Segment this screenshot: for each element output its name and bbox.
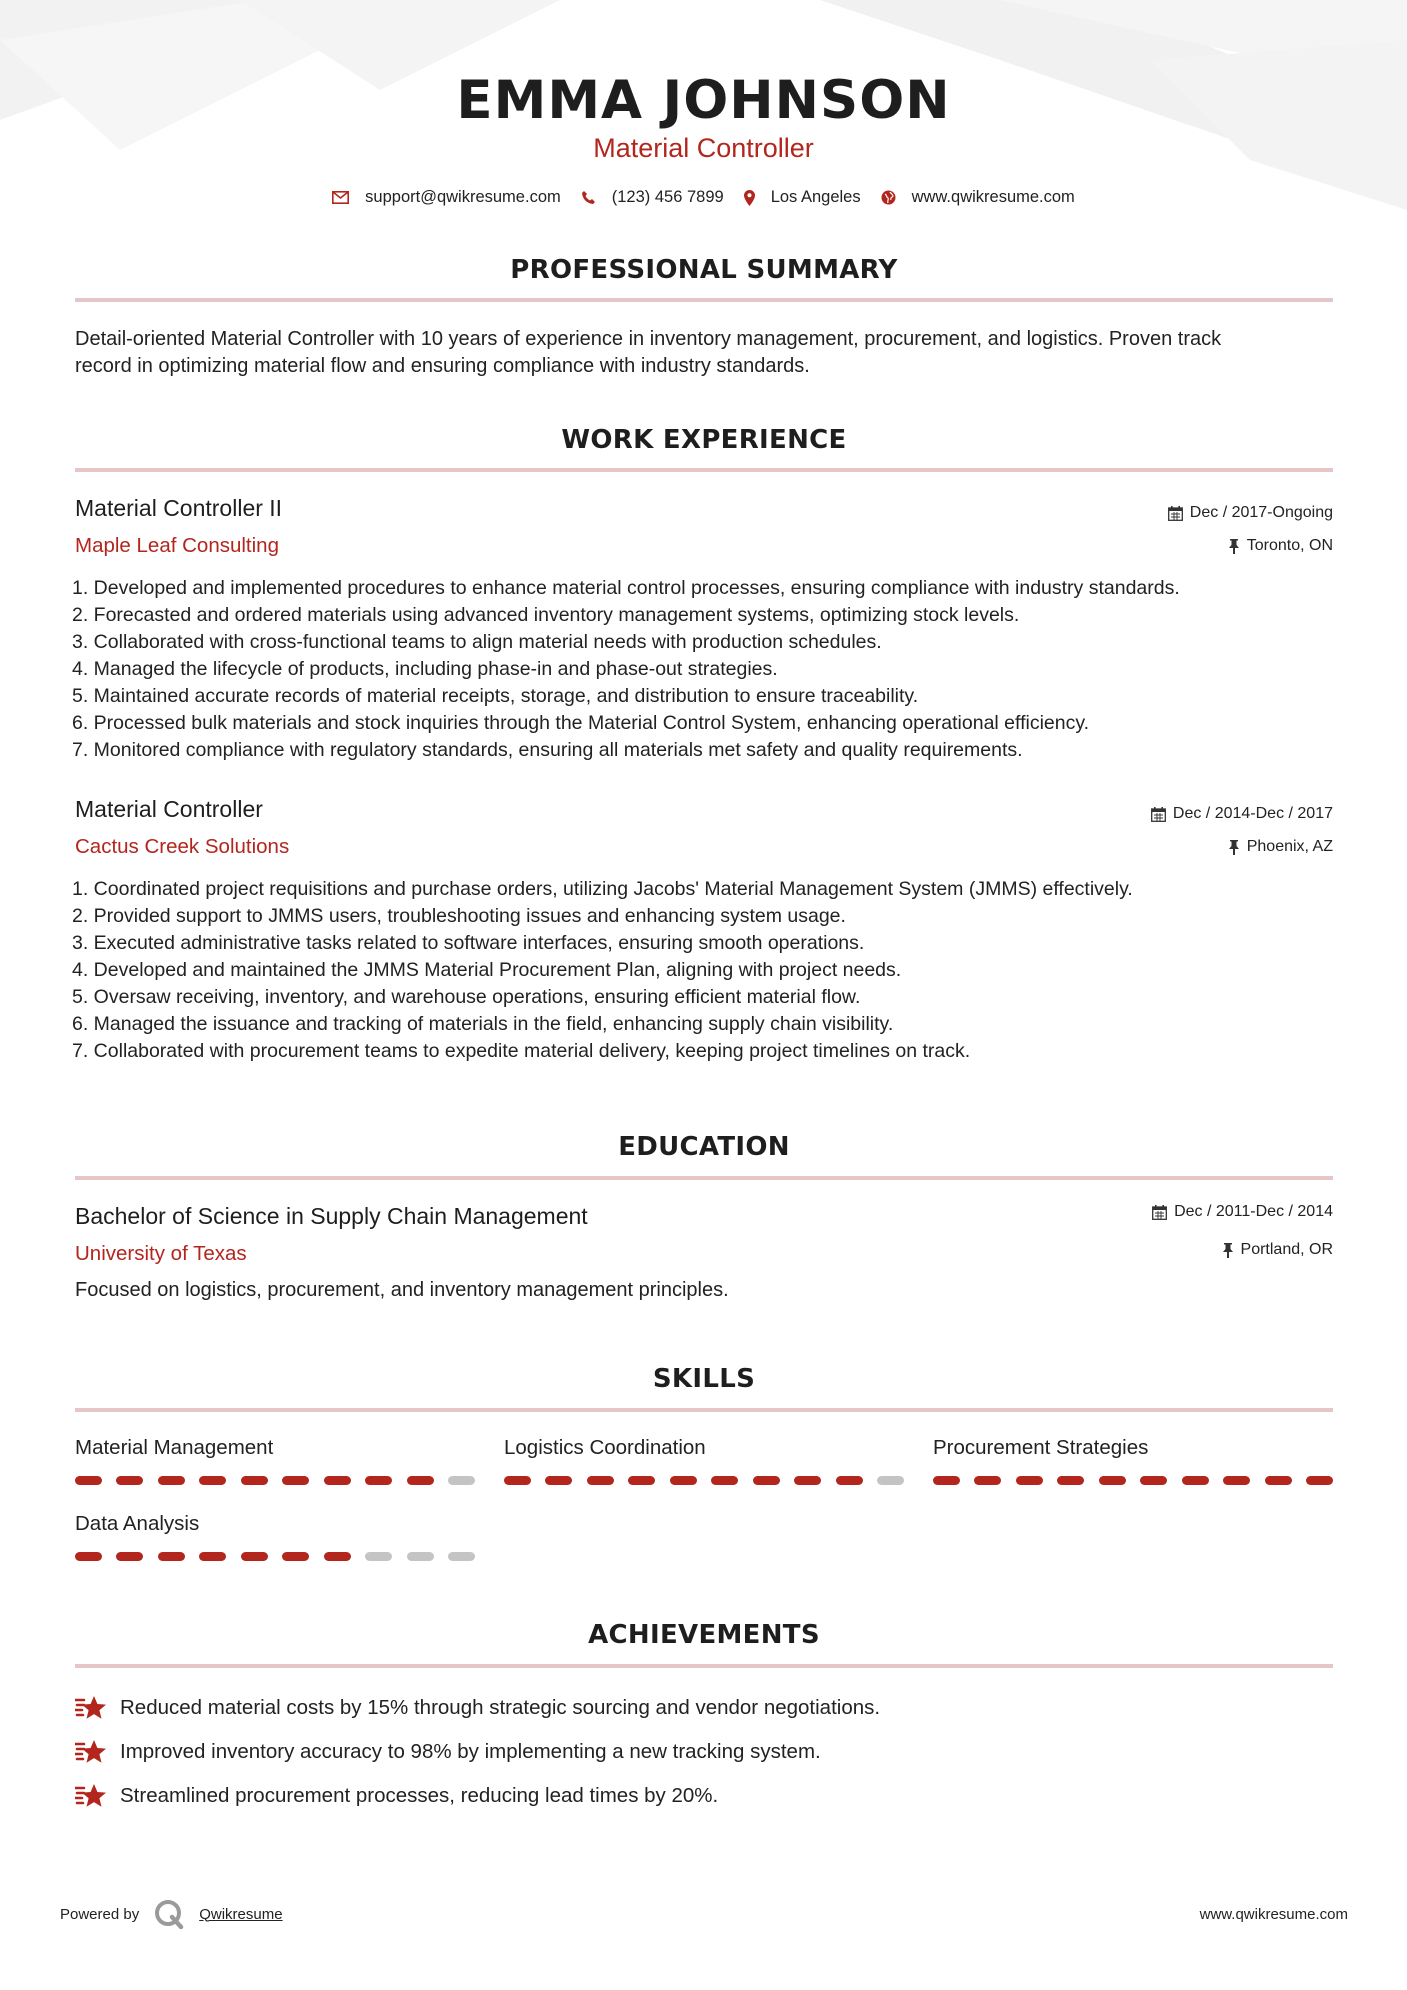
degree-title: Bachelor of Science in Supply Chain Management [75,1203,588,1229]
powered-by-label: Powered by [60,1905,140,1923]
skill-rating-segment [282,1476,309,1485]
achievement-text: Improved inventory accuracy to 98% by implementing a new tracking system. [120,1740,821,1763]
skill-rating-segment [365,1552,392,1561]
list-item: 4. Developed and maintained the JMMS Material Procurement Plan, aligning with project needs. [72,959,902,981]
skill-rating-segment [836,1476,863,1485]
achievements-heading: ACHIEVEMENTS [588,1620,820,1650]
skill-rating-segment [1182,1476,1209,1485]
footer-website-link[interactable]: www.qwikresume.com [1199,1906,1348,1923]
skill-rating-segment [711,1476,738,1485]
pushpin-icon [1228,840,1240,855]
skill-logistics-coordination [504,1436,904,1485]
summary-line-2: record in optimizing material flow and ensuring compliance with industry standards. [75,355,810,377]
skill-rating-segment [448,1552,475,1561]
job-dates-text: Dec / 2017-Ongoing [1189,504,1333,521]
skill-rating-segment [587,1476,614,1485]
achievement-item [75,1738,821,1766]
job-title: Material Controller II [75,495,283,521]
list-item: 2. Forecasted and ordered materials using advanced inventory management systems, optimizing stock levels. [72,604,1020,626]
experience-divider [75,468,1333,472]
job-location [1228,537,1333,555]
map-pin-icon [744,190,755,206]
skill-rating-segment [324,1476,351,1485]
footer-brand-link[interactable]: Qwikresume [199,1905,283,1923]
list-item: 2. Provided support to JMMS users, troubleshooting issues and enhancing system usage. [72,905,846,927]
skill-rating-bar [504,1476,904,1485]
skill-rating-segment [199,1476,226,1485]
education-description: Focused on logistics, procurement, and inventory management principles. [75,1279,729,1301]
skill-rating-segment [877,1476,904,1485]
job-responsibilities [72,575,1352,764]
list-item: 1. Coordinated project requisitions and purchase orders, utilizing Jacobs' Material Management System (JMMS) effectively. [72,878,1133,900]
skill-rating-segment [116,1476,143,1485]
summary-line-1: Detail-oriented Material Controller with 10 years of experience in inventory management, procurement, and logistics. Proven track [75,328,1222,350]
experience-heading: WORK EXPERIENCE [561,425,847,455]
education-divider [75,1176,1333,1180]
skill-rating-segment [1306,1476,1333,1485]
skill-data-analysis [75,1512,475,1561]
list-item: 1. Developed and implemented procedures to enhance material control processes, ensuring compliance with industry standards. [72,577,1180,599]
skill-material-management [75,1436,475,1485]
skill-rating-segment [241,1476,268,1485]
skill-rating-segment [974,1476,1001,1485]
contact-bar [0,188,1407,207]
skill-rating-segment [75,1476,102,1485]
education-location-text: Portland, OR [1240,1241,1333,1258]
star-award-icon [75,1694,108,1722]
summary-text [75,326,1221,380]
contact-location [744,188,861,207]
phone-icon [581,190,596,205]
contact-location-text: Los Angeles [770,188,861,206]
skill-rating-segment [1223,1476,1250,1485]
skill-rating-segment [1099,1476,1126,1485]
achievement-item [75,1782,718,1810]
skill-rating-segment [1140,1476,1167,1485]
education-location [1222,1241,1333,1259]
skill-rating-segment [75,1552,102,1561]
skill-rating-segment [1265,1476,1292,1485]
summary-heading: PROFESSIONAL SUMMARY [510,255,898,285]
education-dates-text: Dec / 2011-Dec / 2014 [1174,1203,1333,1220]
calendar-icon [1151,807,1166,822]
job-location [1228,838,1333,856]
pushpin-icon [1222,1243,1234,1258]
skill-rating-segment [1016,1476,1043,1485]
calendar-icon [1152,1205,1167,1220]
job-dates-text: Dec / 2014-Dec / 2017 [1172,805,1333,822]
job-location-text: Toronto, ON [1246,537,1333,554]
skill-rating-segment [670,1476,697,1485]
star-award-icon [75,1782,108,1810]
list-item: 7. Collaborated with procurement teams to expedite material delivery, keeping project timelines on track. [72,1040,971,1062]
school-name: University of Texas [75,1242,247,1265]
list-item: 4. Managed the lifecycle of products, including phase-in and phase-out strategies. [72,658,778,680]
contact-email-text: support@qwikresume.com [365,188,561,206]
pushpin-icon [1228,539,1240,554]
skill-rating-segment [282,1552,309,1561]
qwikresume-logo-icon [153,1898,185,1930]
list-item: 5. Maintained accurate records of material receipts, storage, and distribution to ensure traceability. [72,685,919,707]
contact-phone-text: (123) 456 7899 [611,188,724,206]
skill-rating-bar [933,1476,1333,1485]
list-item: 3. Executed administrative tasks related to software interfaces, ensuring smooth operations. [72,932,865,954]
list-item: 6. Managed the issuance and tracking of materials in the field, enhancing supply chain visibility. [72,1013,894,1035]
job-title: Material Controller [75,796,263,822]
education-dates [1152,1203,1333,1221]
envelope-icon [332,191,349,204]
contact-email[interactable] [332,188,561,207]
skill-rating-segment [753,1476,780,1485]
skill-rating-segment [407,1476,434,1485]
candidate-name: EMMA JOHNSON [456,70,951,131]
footer-powered-by [60,1898,283,1930]
star-award-icon [75,1738,108,1766]
list-item: 6. Processed bulk materials and stock inquiries through the Material Control System, enhancing operational efficiency. [72,712,1090,734]
achievements-divider [75,1664,1333,1668]
skills-heading: SKILLS [652,1364,756,1394]
skill-name: Logistics Coordination [504,1436,706,1459]
skill-rating-segment [116,1552,143,1561]
skill-rating-segment [199,1552,226,1561]
skill-rating-bar [75,1552,475,1561]
list-item: 3. Collaborated with cross-functional teams to align material needs with production schedules. [72,631,882,653]
skill-name: Material Management [75,1436,274,1459]
list-item: 7. Monitored compliance with regulatory standards, ensuring all materials met safety and quality requirements. [72,739,1023,761]
skill-rating-bar [75,1476,475,1485]
achievement-item [75,1694,880,1722]
skill-rating-segment [158,1476,185,1485]
skill-rating-segment [1057,1476,1084,1485]
candidate-role: Material Controller [593,133,814,163]
job-dates [1151,805,1333,823]
skill-rating-segment [365,1476,392,1485]
job-location-text: Phoenix, AZ [1246,838,1333,855]
job-responsibilities [72,876,1352,1065]
skill-rating-segment [324,1552,351,1561]
summary-divider [75,298,1333,302]
calendar-icon [1168,506,1183,521]
skill-rating-segment [545,1476,572,1485]
contact-website[interactable] [881,188,1075,207]
skills-divider [75,1408,1333,1412]
list-item: 5. Oversaw receiving, inventory, and warehouse operations, ensuring efficient material flow. [72,986,861,1008]
achievement-text: Streamlined procurement processes, reducing lead times by 20%. [120,1784,719,1807]
skill-rating-segment [158,1552,185,1561]
education-heading: EDUCATION [618,1132,790,1162]
job-company: Cactus Creek Solutions [75,835,290,858]
skill-name: Data Analysis [75,1512,200,1535]
skill-rating-segment [407,1552,434,1561]
job-dates [1168,504,1333,522]
contact-phone[interactable] [581,188,724,207]
skill-rating-segment [504,1476,531,1485]
skill-rating-segment [794,1476,821,1485]
skill-rating-segment [448,1476,475,1485]
job-company: Maple Leaf Consulting [75,534,279,557]
achievement-text: Reduced material costs by 15% through strategic sourcing and vendor negotiations. [120,1696,881,1719]
skill-rating-segment [628,1476,655,1485]
contact-website-text: www.qwikresume.com [911,188,1075,206]
skill-rating-segment [241,1552,268,1561]
skill-procurement-strategies [933,1436,1333,1485]
globe-icon [881,190,896,205]
skill-rating-segment [933,1476,960,1485]
skill-name: Procurement Strategies [933,1436,1149,1459]
